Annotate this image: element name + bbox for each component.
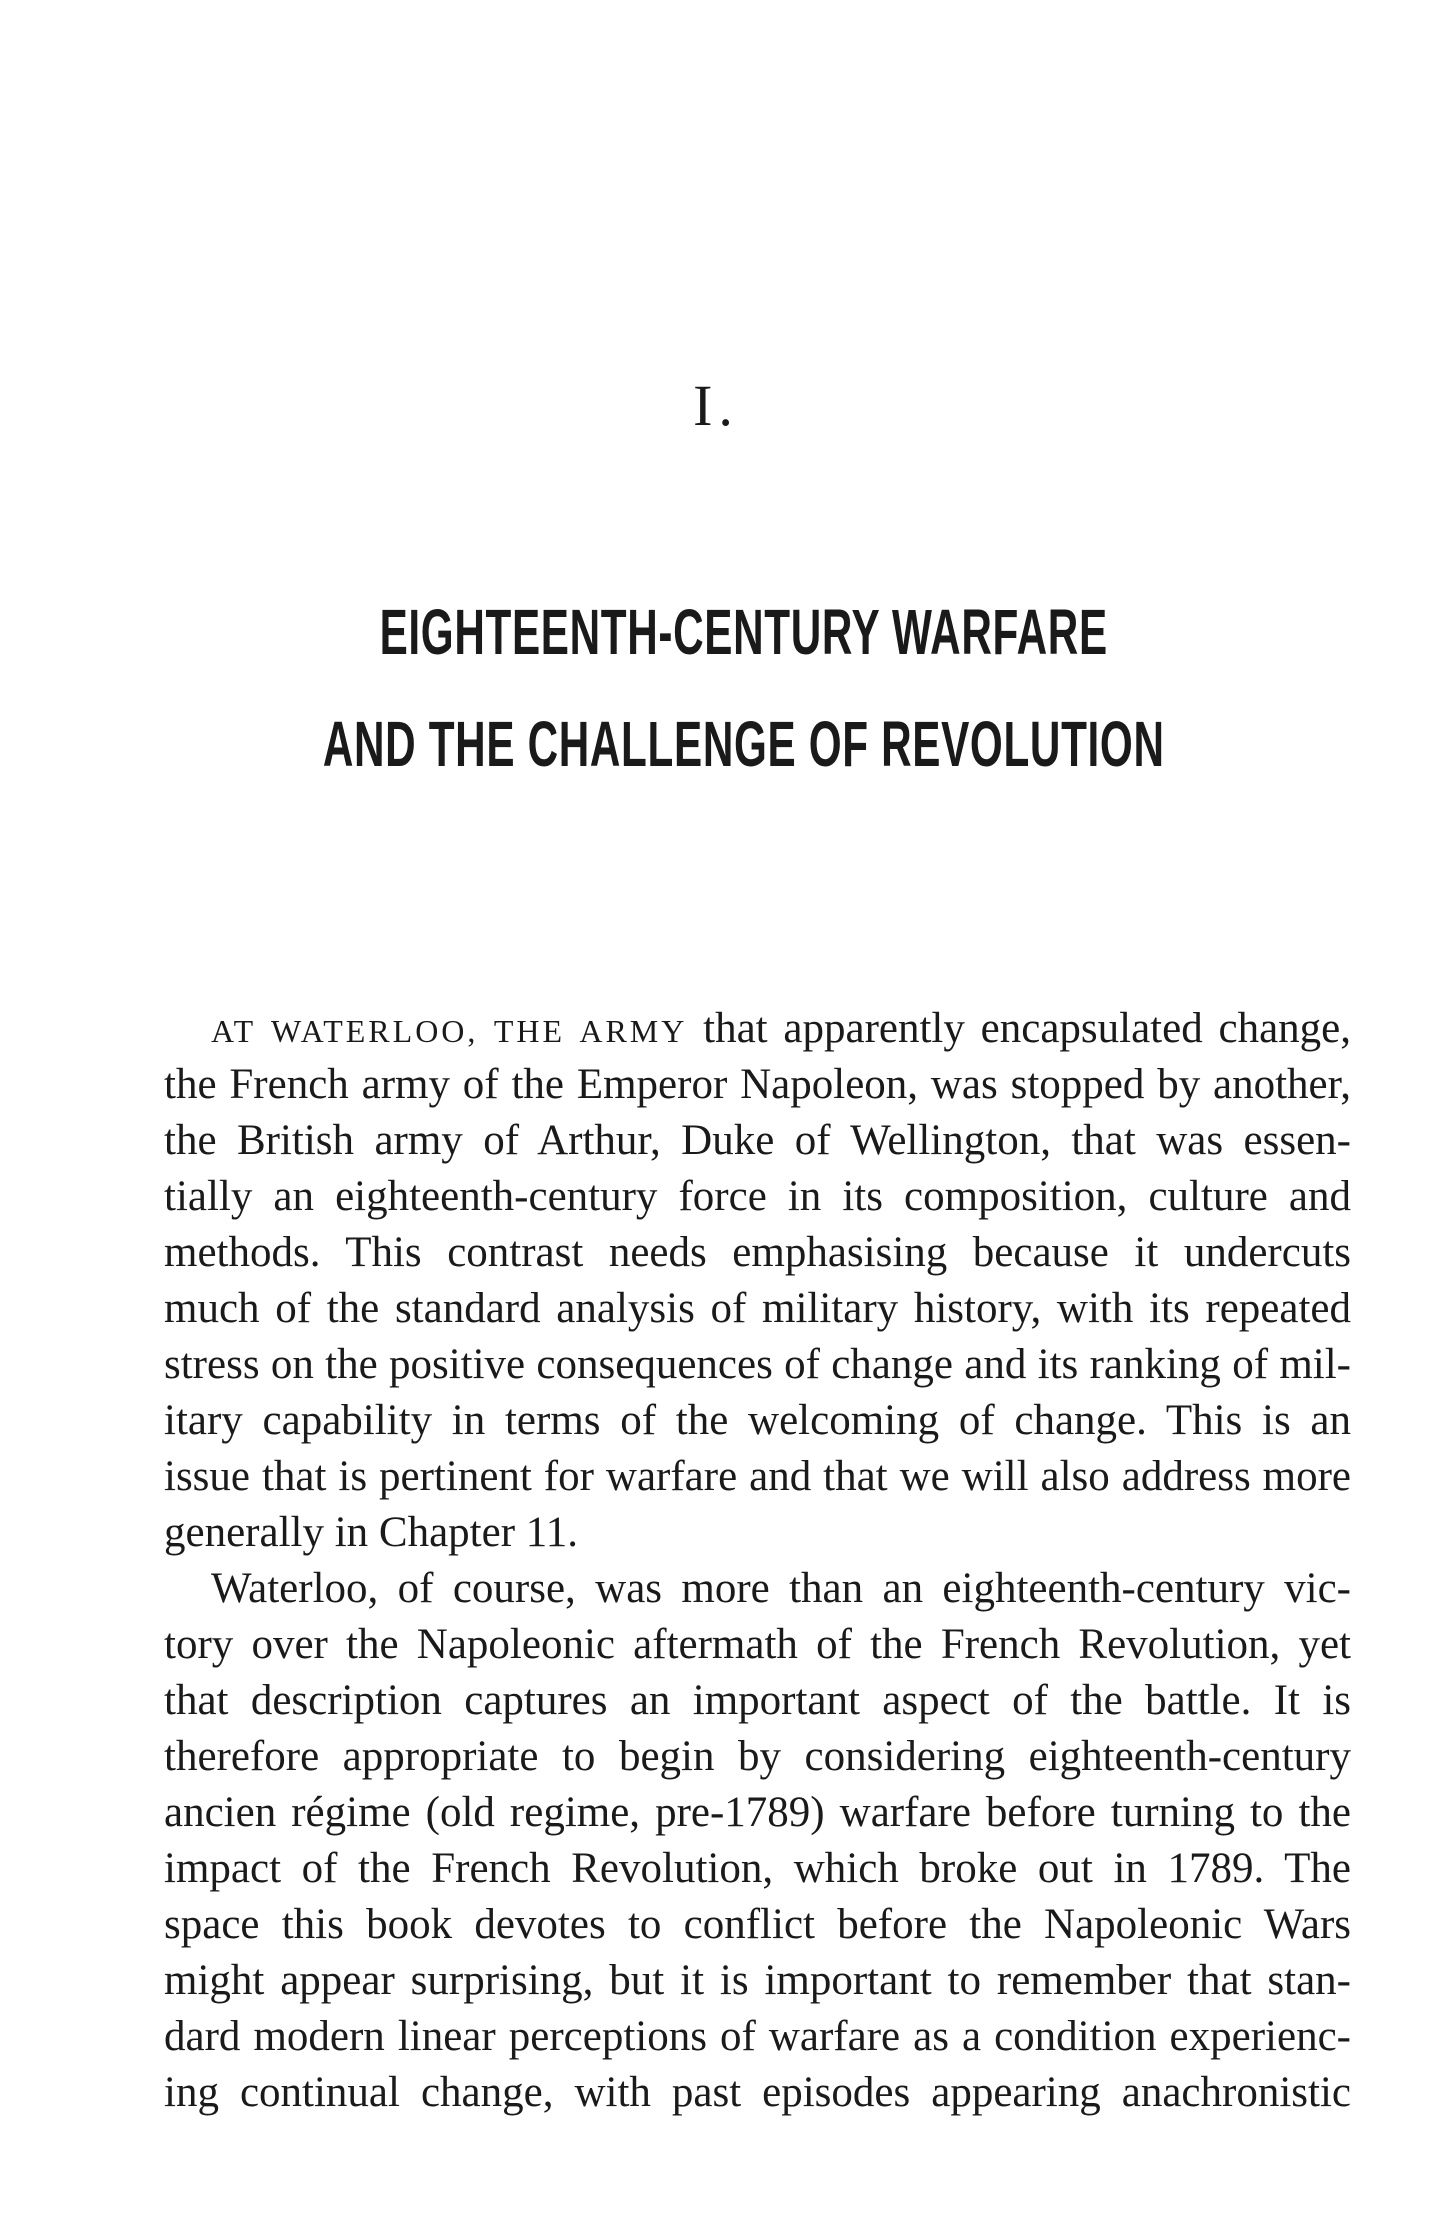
- text-line: impact of the French Revolution, which broke out in 1789. The: [164, 1845, 1351, 1892]
- text-line: the French army of the Emperor Napoleon, was stopped by another,: [164, 1061, 1351, 1108]
- chapter-number: I.: [693, 373, 739, 438]
- body-text: [164, 1001, 1351, 2121]
- text-line: issue that is pertinent for warfare and that we will also address more: [164, 1453, 1351, 1500]
- title-text: AND THE CHALLENGE OF REVOLUTION: [323, 708, 1165, 780]
- text-line: methods. This contrast needs emphasising because it undercuts: [164, 1229, 1351, 1276]
- text-line: dard modern linear perceptions of warfare as a condition experienc-: [164, 2013, 1351, 2060]
- text-line: might appear surprising, but it is important to remember that stan-: [164, 1957, 1351, 2004]
- title-text: EIGHTEENTH-CENTURY WARFARE: [379, 596, 1109, 668]
- chapter-title-line-1: [28, 596, 1432, 668]
- text-line: stress on the positive consequences of change and its ranking of mil-: [164, 1341, 1351, 1388]
- text-line: ing continual change, with past episodes appearing anachronistic: [164, 2069, 1351, 2116]
- text-line: itary capability in terms of the welcoming of change. This is an: [164, 1397, 1351, 1444]
- text-line: much of the standard analysis of military history, with its repeated: [164, 1285, 1351, 1332]
- text-line: therefore appropriate to begin by considering eighteenth-century: [164, 1733, 1351, 1780]
- chapter-title-line-2: [28, 708, 1432, 780]
- text-line: tory over the Napoleonic aftermath of the French Revolution, yet: [164, 1621, 1351, 1668]
- text-line: Waterloo, of course, was more than an eighteenth-century vic-: [211, 1565, 1351, 1612]
- text-line: tially an eighteenth-century force in its composition, culture and: [164, 1173, 1351, 1220]
- text-line: the British army of Arthur, Duke of Wellington, that was essen-: [164, 1117, 1351, 1164]
- text-line: space this book devotes to conflict before the Napoleonic Wars: [164, 1901, 1351, 1948]
- text-span: that apparently encapsulated change,: [687, 1005, 1352, 1052]
- text-line: generally in Chapter 11.: [164, 1509, 578, 1556]
- text-line: [164, 1001, 1351, 1057]
- text-line: that description captures an important aspect of the battle. It is: [164, 1677, 1351, 1724]
- text-line: ancien régime (old regime, pre-1789) warfare before turning to the: [164, 1789, 1351, 1836]
- opening-small-caps: AT WATERLOO, THE ARMY: [211, 1013, 688, 1049]
